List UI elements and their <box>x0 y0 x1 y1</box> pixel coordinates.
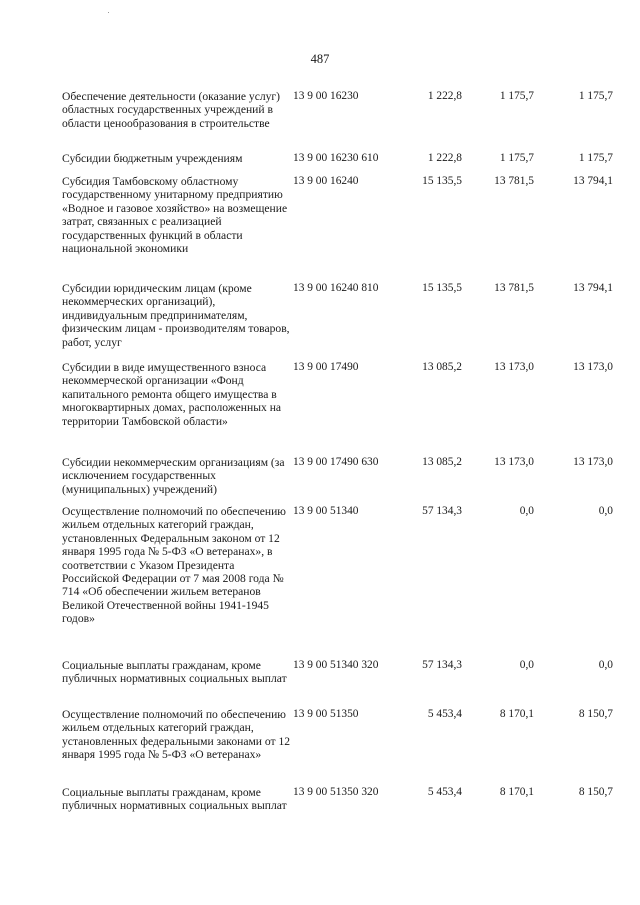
row-value-1: 57 134,3 <box>422 659 462 671</box>
row-value-3: 1 175,7 <box>578 152 613 164</box>
row-code: 13 9 00 51350 320 <box>293 786 379 798</box>
row-code: 13 9 00 17490 630 <box>293 456 379 468</box>
row-value-1: 13 085,2 <box>422 456 462 468</box>
row-value-1: 1 222,8 <box>427 152 462 164</box>
row-name: Осуществление полномочий по обеспечению жильем отдельных категорий граждан, установленных Федеральным законом от 12 января 1995 года № 5-ФЗ «О ветеранах», в соответствии с Указом Президента Российской Федерации от 7 мая 2008 года № 714 «Об обеспечении жильем ветеранов Великой Отечественной войны 1941-1945 годов» <box>62 505 286 626</box>
row-name: Субсидии в виде имущественного взноса некоммерческой организации «Фонд капитального ремонта общего имущества в многоквартирных домах, расположенных на территории Тамбовской области» <box>62 361 282 428</box>
row-value-2: 0,0 <box>519 505 534 517</box>
row-value-3: 0,0 <box>598 505 613 517</box>
row-value-2: 8 170,1 <box>499 786 534 798</box>
row-code: 13 9 00 51350 <box>293 708 359 720</box>
row-value-3: 8 150,7 <box>578 786 613 798</box>
page-number: 487 <box>310 52 330 66</box>
row-value-3: 13 173,0 <box>573 456 613 468</box>
row-value-3: 13 173,0 <box>573 361 613 373</box>
row-value-3: 13 794,1 <box>573 175 613 187</box>
row-value-3: 1 175,7 <box>578 90 613 102</box>
row-value-2: 1 175,7 <box>499 152 534 164</box>
row-name: Обеспечение деятельности (оказание услуг) областных государственных учреждений в области ценообразования в строительстве <box>62 90 281 130</box>
row-code: 13 9 00 51340 <box>293 505 359 517</box>
row-value-2: 8 170,1 <box>499 708 534 720</box>
row-code: 13 9 00 16230 <box>293 90 359 102</box>
row-name: Субсидии бюджетным учреждениям <box>62 152 243 165</box>
row-value-1: 13 085,2 <box>422 361 462 373</box>
row-code: 13 9 00 16230 610 <box>293 152 379 164</box>
row-code: 13 9 00 16240 810 <box>293 282 379 294</box>
row-value-2: 13 781,5 <box>494 175 534 187</box>
row-value-2: 0,0 <box>519 659 534 671</box>
row-name: Социальные выплаты гражданам, кроме публичных нормативных социальных выплат <box>62 786 287 813</box>
row-code: 13 9 00 16240 <box>293 175 359 187</box>
row-value-1: 5 453,4 <box>427 708 462 720</box>
row-value-1: 1 222,8 <box>427 90 462 102</box>
row-code: 13 9 00 17490 <box>293 361 359 373</box>
row-value-1: 15 135,5 <box>422 175 462 187</box>
row-name: Социальные выплаты гражданам, кроме публичных нормативных социальных выплат <box>62 659 287 686</box>
row-value-1: 5 453,4 <box>427 786 462 798</box>
row-value-3: 0,0 <box>598 659 613 671</box>
row-value-3: 8 150,7 <box>578 708 613 720</box>
row-value-2: 13 173,0 <box>494 361 534 373</box>
row-code: 13 9 00 51340 320 <box>293 659 379 671</box>
row-name: Субсидия Тамбовскому областному государственному унитарному предприятию «Водное и газовое хозяйство» на возмещение затрат, связанных с реализацией государственных функций в области национальной экономики <box>62 175 288 256</box>
row-value-2: 13 173,0 <box>494 456 534 468</box>
row-value-2: 13 781,5 <box>494 282 534 294</box>
row-value-1: 57 134,3 <box>422 505 462 517</box>
row-value-1: 15 135,5 <box>422 282 462 294</box>
row-name: Субсидии некоммерческим организациям (за исключением государственных (муниципальных) учреждений) <box>62 456 285 496</box>
row-name: Осуществление полномочий по обеспечению жильем отдельных категорий граждан, установленных федеральными законами от 12 января 1995 года № 5-ФЗ «О ветеранах» <box>62 708 291 762</box>
row-value-3: 13 794,1 <box>573 282 613 294</box>
row-value-2: 1 175,7 <box>499 90 534 102</box>
row-name: Субсидии юридическим лицам (кроме некоммерческих организаций), индивидуальным предпринимателям, физическим лицам - производителям товаров, работ, услуг <box>62 282 290 349</box>
